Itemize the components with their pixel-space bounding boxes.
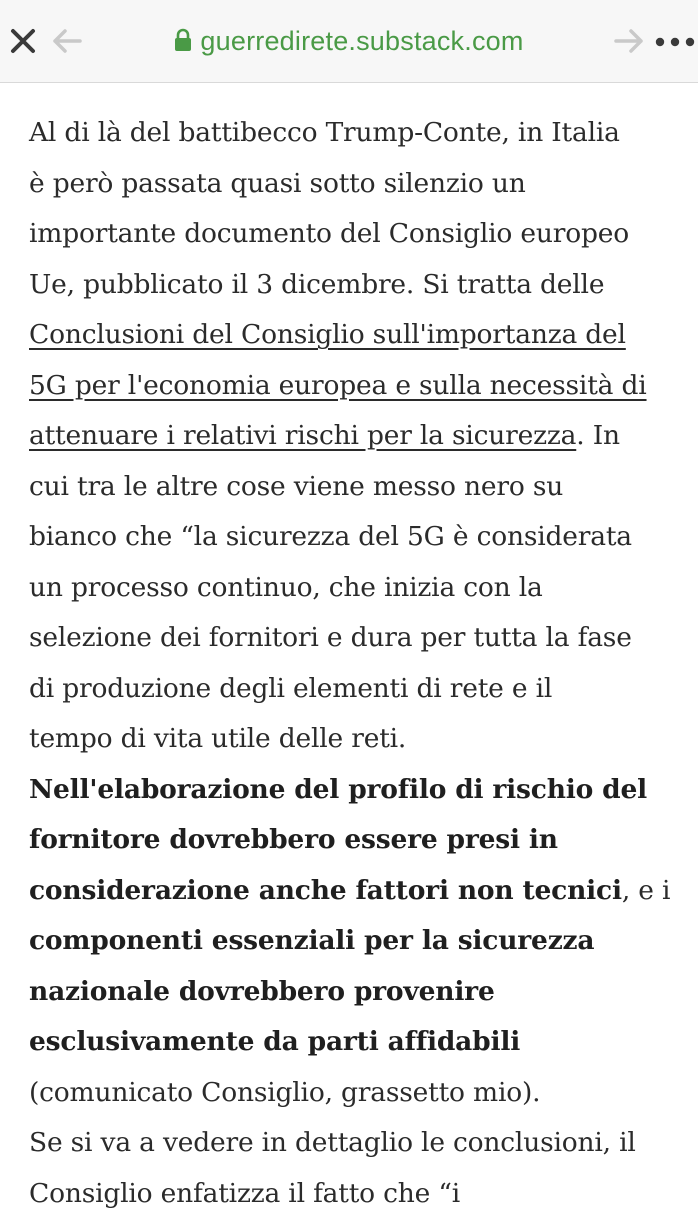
- browser-toolbar: [0, 0, 698, 83]
- forward-arrow-icon[interactable]: [612, 26, 646, 56]
- address-bar[interactable]: [174, 26, 523, 57]
- paragraph-line: tempo di vita utile delle reti.: [29, 714, 679, 765]
- close-icon[interactable]: [6, 24, 40, 58]
- more-dots-icon[interactable]: [654, 36, 698, 48]
- lock-icon: [174, 28, 192, 52]
- council-conclusions-link[interactable]: Conclusioni del Consiglio sull'importanza del: [29, 319, 626, 350]
- paragraph-line: bianco che “la sicurezza del 5G è considerata: [29, 512, 679, 563]
- council-conclusions-link[interactable]: attenuare i relativi rischi per la sicurezza: [29, 420, 576, 451]
- paragraph-line: cui tra le altre cose viene messo nero su: [29, 462, 679, 513]
- paragraph-line: [29, 866, 679, 917]
- bold-line: nazionale dovrebbero provenire: [29, 967, 679, 1018]
- paragraph-line: [29, 361, 679, 412]
- back-arrow-icon[interactable]: [50, 26, 84, 56]
- bold-text: considerazione anche fattori non tecnici: [29, 875, 622, 906]
- article-body: [29, 108, 679, 1219]
- paragraph-line: Al di là del battibecco Trump-Conte, in Italia: [29, 108, 679, 159]
- paragraph-line: [29, 310, 679, 361]
- paragraph-line: [29, 411, 679, 462]
- paragraph-line: un processo continuo, che inizia con la: [29, 563, 679, 614]
- bold-line: Nell'elaborazione del profilo di rischio del: [29, 765, 679, 816]
- paragraph-line: importante documento del Consiglio europeo: [29, 209, 679, 260]
- url-text: guerredirete.substack.com: [200, 26, 523, 57]
- bold-line: esclusivamente da parti affidabili: [29, 1017, 679, 1068]
- paragraph-line: Se si va a vedere in dettaglio le conclusioni, il: [29, 1118, 679, 1169]
- inline-text: , e i: [622, 875, 670, 906]
- paragraph-line: è però passata quasi sotto silenzio un: [29, 159, 679, 210]
- paragraph-line: (comunicato Consiglio, grassetto mio).: [29, 1068, 679, 1119]
- paragraph-line: di produzione degli elementi di rete e il: [29, 664, 679, 715]
- bold-line: fornitore dovrebbero essere presi in: [29, 815, 679, 866]
- bold-line: componenti essenziali per la sicurezza: [29, 916, 679, 967]
- council-conclusions-link[interactable]: 5G per l'economia europea e sulla necessità di: [29, 370, 647, 401]
- inline-text: . In: [576, 420, 620, 451]
- paragraph-line: Ue, pubblicato il 3 dicembre. Si tratta delle: [29, 260, 679, 311]
- paragraph-line: selezione dei fornitori e dura per tutta la fase: [29, 613, 679, 664]
- paragraph-line: Consiglio enfatizza il fatto che “i: [29, 1169, 679, 1219]
